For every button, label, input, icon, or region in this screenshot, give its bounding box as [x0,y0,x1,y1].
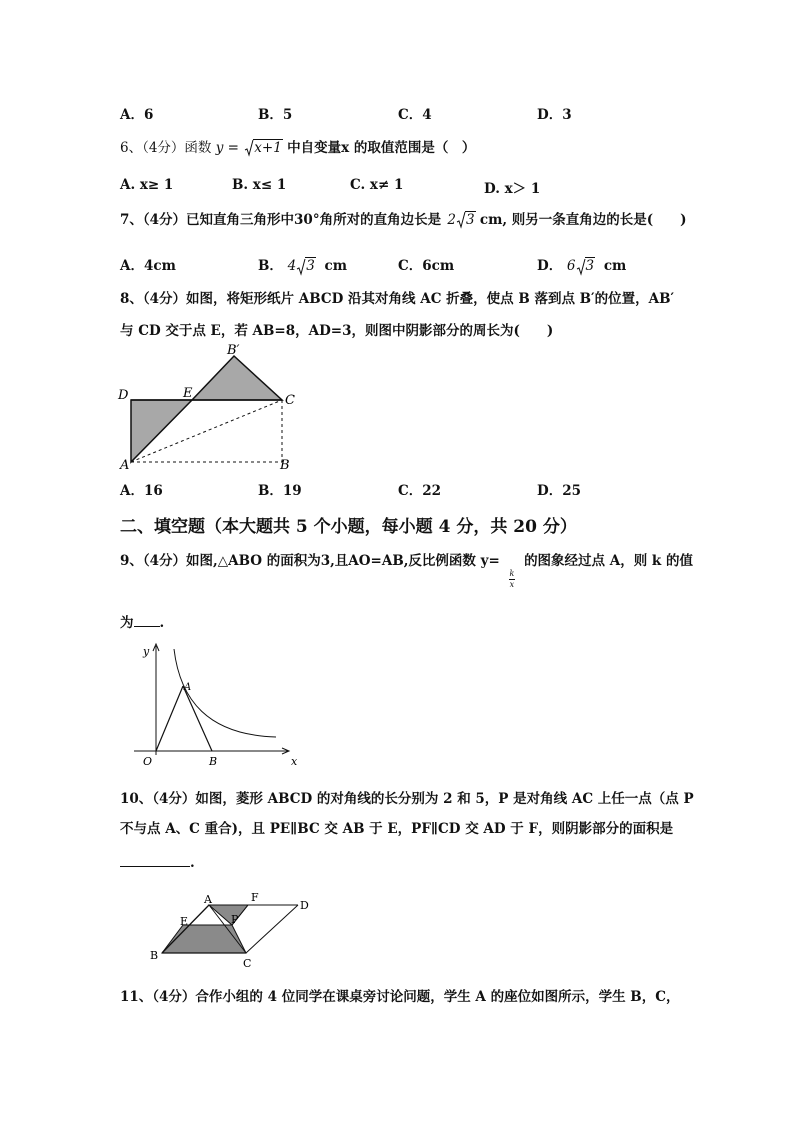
section-2-title: 二、填空题（本大题共 5 个小题，每小题 4 分，共 20 分） [120,517,577,537]
q8-label-b: B [280,458,290,473]
q10-figure [145,885,320,973]
q7-option-d-unit: cm [603,258,627,274]
q8-option-b: B．19 [258,483,302,499]
q10-label-b: B [150,949,159,962]
q5-option-c: C．4 [398,107,432,123]
q9-frac-num: k [509,569,515,578]
q10-line2: 不与点 A、C 重合)，且 PE∥BC 交 AB 于 E，PF∥CD 交 AD 于 F，则阴影部分的面积是 [120,821,674,837]
q7-option-b-label: B． [258,258,283,274]
radical-sign-icon [456,211,466,229]
q8-line2: 与 CD 交于点 E，若 AB=8，AD=3，则图中阴影部分的周长为( ) [120,323,554,339]
q7-option-d-sqrt [576,258,596,274]
radical-sign-icon [244,139,254,157]
q9-hyperbola-curve [174,649,276,737]
q10-line3-suffix: . [190,855,195,871]
q9-answer-blank[interactable] [134,612,160,627]
q6-option-c: C. x≠ 1 [350,177,404,193]
q7-prefix: 7、（4分）已知直角三角形中30°角所对的直角边长是 [120,212,442,228]
q10-label-d: D [300,899,309,912]
q9-fraction [509,569,516,590]
q6-radicand: x+1 [254,140,282,156]
q7-sqrt [456,211,476,229]
q10-shaded-lower [162,925,246,953]
q9-label-b: B [209,755,218,768]
q8-label-e: E [183,386,193,401]
q6-option-a: A. x≥ 1 [120,177,174,193]
q8-label-d: D [118,388,129,403]
q10-label-a: A [204,893,212,906]
q9-line2-prefix: 为 [120,615,134,631]
q5-option-b: B．5 [258,107,293,123]
q6-formula-lhs: y = [215,140,239,156]
q6-question [120,139,475,157]
q8-shaded-triangle-ade [131,400,192,462]
q6-prefix: 6、（4分）函数 [120,140,212,156]
q6-suffix: 中自变量x 的取值范围是（ ） [287,140,476,156]
q9-label-o: O [143,755,153,768]
q7-coef: 2 [447,212,456,228]
q7-option-d [537,254,626,274]
q7-option-b-coef: 4 [287,258,297,274]
q9-figure [128,640,298,770]
q9-label-y: y [143,645,150,658]
q10-label-e: E [180,915,189,928]
q7-rad: 3 [465,212,475,228]
q7-option-b-rad: 3 [306,258,315,274]
q6-option-b: B. x≤ 1 [232,177,287,193]
q8-shaded-triangle-ebc [192,356,282,400]
q9-frac-den: x [509,580,515,589]
q8-label-a: A [120,458,130,473]
q8-option-a: A．16 [120,483,163,499]
q7-option-d-label: D． [537,258,563,274]
q7-suffix: cm, 则另一条直角边的长是( ) [479,212,687,228]
q7-option-b-sqrt [296,258,316,274]
q10-label-f: F [251,891,259,904]
q7-option-b-unit: cm [324,258,348,274]
q9-line2 [120,612,164,632]
q8-label-c: C [285,393,295,408]
q8-line1: 8、（4分）如图，将矩形纸片 ABCD 沿其对角线 AC 折叠，使点 B 落到点 B′的位置，AB′ [120,291,675,307]
q7-option-b [258,254,347,274]
q11-line1: 11、（4分）合作小组的 4 位同学在课桌旁讨论问题，学生 A 的座位如图所示，学生 B，C， [120,989,680,1005]
q8-option-c: C．22 [398,483,442,499]
q10-line1: 10、（4分）如图，菱形 ABCD 的对角线的长分别为 2 和 5，P 是对角线 AC 上任一点（点 P [120,791,694,807]
q9-label-x: x [291,755,298,768]
q9-side-oa [156,686,183,751]
q10-label-c: C [243,957,252,970]
q9-line1 [120,552,693,590]
q9-line1-suffix: 的图象经过点 A，则 k 的值 [524,553,693,569]
radical-sign-icon [576,258,586,276]
q10-line3 [120,852,195,872]
q10-side-cd [246,905,298,953]
q6-sqrt [244,139,283,157]
q10-label-p: P [231,913,239,926]
q7-option-c: C．6cm [398,258,455,274]
q7-option-d-coef: 6 [566,258,576,274]
q10-shaded-upper [209,905,248,925]
q9-label-a: A [184,682,192,693]
q8-option-d: D．25 [537,483,581,499]
q6-option-d: D. x＞ 1 [484,181,541,197]
q8-label-bprime: B′ [227,343,240,358]
q7-option-d-rad: 3 [585,258,595,274]
q9-side-ab [183,686,212,751]
q10-answer-blank[interactable] [120,852,190,867]
q7-question [120,211,687,229]
radical-sign-icon [296,258,306,276]
q5-option-d: D．3 [537,107,572,123]
q5-option-a: A．6 [120,107,154,123]
q9-line1-prefix: 9、（4分）如图,△ABO 的面积为3,且AO=AB,反比例函数 y= [120,553,500,569]
q8-figure [115,342,305,474]
q9-line2-suffix: . [159,615,165,631]
q7-option-a: A．4cm [120,258,176,274]
